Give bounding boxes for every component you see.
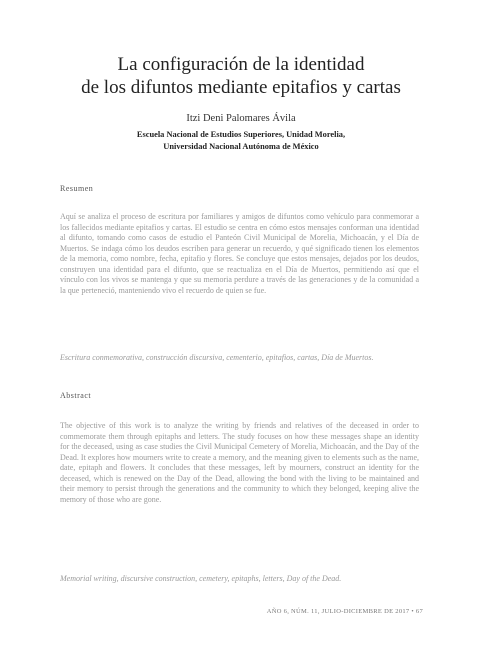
affiliation-line-2: Universidad Nacional Autónoma de México xyxy=(163,141,319,151)
resumen-keywords: Escritura conmemorativa, construcción discursiva, cementerio, epitafios, cartas, Día de Muertos. xyxy=(60,353,374,362)
article-title xyxy=(40,53,442,99)
title-line-2: de los difuntos mediante epitafios y cartas xyxy=(81,77,401,98)
resumen-text: Aquí se analiza el proceso de escritura por familiares y amigos de difuntos como vehículo para conmemorar a los fallecidos mediante epitafios y cartas. El estudio se centra en cómo estos mensajes conforman una identidad al difunto, tomando como casos de estudio el Panteón Civil Municipal de Morelia, Michoacán, y el Día de Muertos. Se indaga cómo los deudos escriben para generar un recuerdo, y qué significado tienen los elementos de la memoria, como nombre, fecha, epitafio y flores. Se concluye que estos mensajes, dejados por los deudos, construyen una identidad para el difunto, que se reactualiza en el Día de Muertos, permitiendo así que el vínculo con los vivos se mantenga y que su memoria perdure a través de las generaciones y de la comunidad a la que perteneció, manteniendo vivo el recuerdo de quien se fue. xyxy=(60,212,419,295)
affiliation-line-1: Escuela Nacional de Estudios Superiores, Unidad Morelia, xyxy=(136,130,346,139)
abstract-keywords: Memorial writing, discursive construction, cemetery, epitaphs, letters, Day of the Dead. xyxy=(60,574,342,583)
page-footer: AÑO 6, NÚM. 11, JULIO-DICIEMBRE DE 2017 • 67 xyxy=(266,608,423,615)
title-line-1: La configuración de la identidad xyxy=(117,54,365,75)
abstract-text: The objective of this work is to analyze the writing by friends and relatives of the deceased in order to commemorate them through epitaphs and letters. The study focuses on how these messages shape an identity for the deceased, using as case studies the Civil Municipal Cemetery of Morelia, Michoacán, and the Day of the Dead. It explores how mourners write to create a memory, and the meaning given to elements such as the name, date, epitaph and flowers. It concludes that these messages, left by mourners, construct an identity for the deceased, which is renewed on the Day of the Dead, allowing the bond with the living to be maintained and their memory to persist through the generations and the community to which they belonged, keeping alive the memory of those who are gone. xyxy=(60,421,419,504)
author-affiliation xyxy=(40,129,442,152)
abstract-heading: Abstract xyxy=(60,391,92,400)
resumen-heading: Resumen xyxy=(60,184,94,193)
author-name: Itzi Deni Palomares Ávila xyxy=(186,113,296,124)
